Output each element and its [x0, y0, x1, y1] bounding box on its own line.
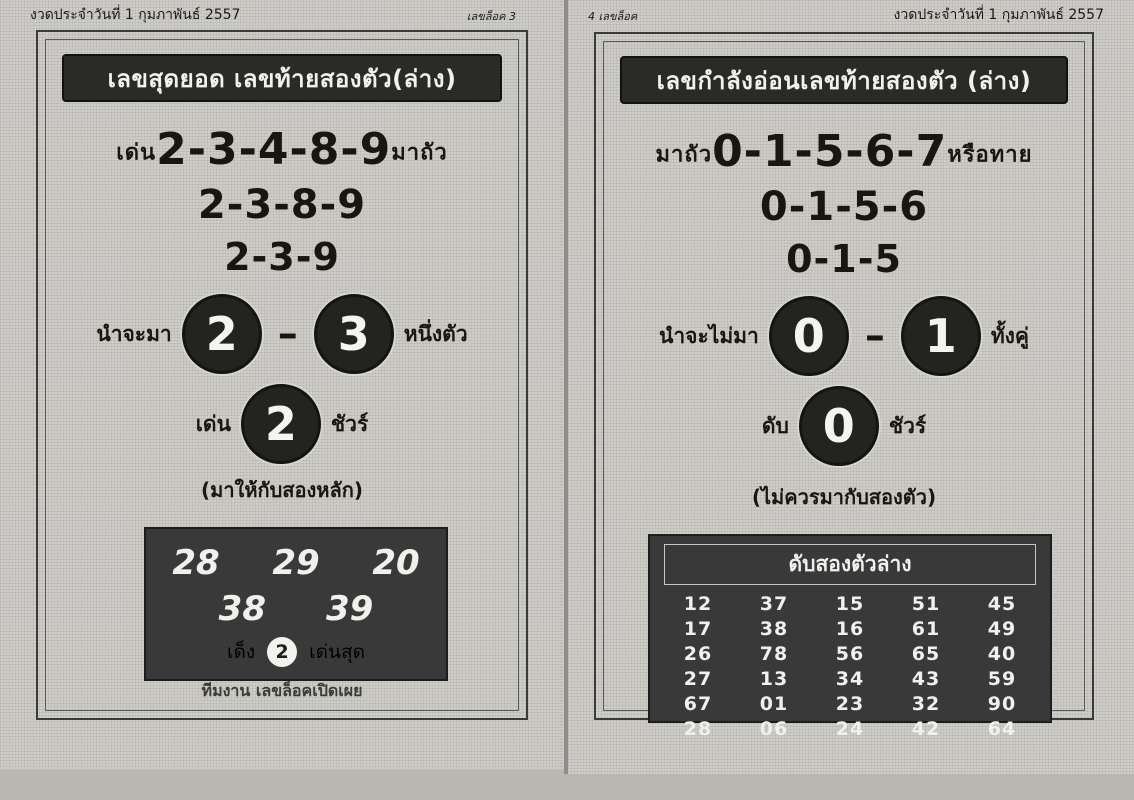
right-box-number: 26: [683, 643, 713, 665]
right-box-number: 45: [987, 593, 1017, 615]
left-page: [0, 0, 564, 770]
right-box-number: 43: [911, 668, 941, 690]
right-single-row: [596, 386, 1092, 466]
right-box-number: 40: [987, 643, 1017, 665]
left-box-row3-right-label: เด่นสุด: [309, 641, 365, 663]
right-single-circle: 0: [799, 386, 879, 466]
left-seq1-value: 2-3-4-8-9: [156, 124, 392, 175]
right-box-number: 67: [683, 693, 713, 715]
left-sequence-row-2: 2-3-8-9: [197, 182, 367, 228]
right-sequence-row-3: 0-1-5: [786, 237, 902, 281]
left-box-number: 20: [372, 543, 420, 583]
right-box-number: 37: [759, 593, 789, 615]
left-box-row3-left-label: เด็ง: [227, 641, 256, 663]
right-box-number: 64: [987, 718, 1017, 740]
right-page: [568, 0, 1134, 775]
right-box-number: 34: [835, 668, 865, 690]
left-seq1-left-label: เด่น: [116, 140, 157, 166]
left-box-row-3: [146, 629, 446, 667]
left-pair-second-circle: 3: [314, 294, 394, 374]
left-banner: เลขสุดยอด เลขท้ายสองตัว(ล่าง): [62, 54, 502, 102]
left-single-right-label: ชัวร์: [330, 411, 369, 436]
left-number-box: [144, 527, 448, 681]
left-sequence-row-1: [38, 124, 526, 175]
right-box-number: 38: [759, 618, 789, 640]
right-box-number: 17: [683, 618, 713, 640]
left-pair-dash: –: [277, 311, 298, 357]
left-seq1-right-label: มาถัว: [391, 140, 448, 166]
right-box-title: ดับสองตัวล่าง: [664, 544, 1036, 585]
right-pair-row: [596, 296, 1092, 376]
left-pair-right-label: หนึ่งตัว: [403, 321, 468, 346]
right-box-number: 24: [835, 718, 865, 740]
left-box-row-1: [146, 529, 446, 583]
right-box-number: 28: [683, 718, 713, 740]
right-box-number: 13: [759, 668, 789, 690]
right-box-number: 27: [683, 668, 713, 690]
right-box-number: 06: [759, 718, 789, 740]
right-pair-dash: –: [864, 313, 885, 359]
right-poster-card: [594, 32, 1094, 740]
left-box-number: 29: [272, 543, 320, 583]
right-note: (ไม่ควรมากับสองตัว): [751, 485, 937, 509]
left-box-number: 28: [172, 543, 220, 583]
left-page-mark: เลขล็อค 3: [466, 10, 516, 23]
right-pair-second-circle: 1: [901, 296, 981, 376]
right-box-number: 23: [835, 693, 865, 715]
left-page-header: [0, 0, 564, 26]
right-number-box: [648, 534, 1052, 740]
right-page-date: งวดประจำวันที่ 1 กุมภาพันธ์ 2557: [893, 7, 1104, 23]
right-box-number: 59: [987, 668, 1017, 690]
right-seq1-value: 0-1-5-6-7: [712, 126, 948, 177]
right-page-header: [568, 0, 1134, 26]
right-pair-left-label: นำจะไม่มา: [659, 323, 759, 348]
right-single-left-label: ดับ: [761, 413, 789, 438]
left-pair-row: [38, 294, 526, 374]
right-seq1-left-label: มาถัว: [655, 142, 713, 168]
right-single-right-label: ชัวร์: [888, 413, 927, 438]
right-box-number: 12: [683, 593, 713, 615]
left-single-circle: 2: [241, 384, 321, 464]
right-box-number: 90: [987, 693, 1017, 715]
right-box-number: 42: [911, 718, 941, 740]
right-box-number: 61: [911, 618, 941, 640]
right-box-number: 01: [759, 693, 789, 715]
left-pair-left-label: นำจะมา: [96, 321, 172, 346]
left-pair-first-circle: 2: [182, 294, 262, 374]
left-box-row3-ball: 2: [267, 637, 297, 667]
right-box-number: 49: [987, 618, 1017, 640]
left-note: (มาให้กับสองหลัก): [201, 478, 363, 502]
right-box-number: 15: [835, 593, 865, 615]
left-page-date: งวดประจำวันที่ 1 กุมภาพันธ์ 2557: [30, 7, 241, 23]
right-box-number: 16: [835, 618, 865, 640]
left-box-number: 38: [218, 589, 266, 629]
left-box-number: 39: [326, 589, 374, 629]
right-box-number: 32: [911, 693, 941, 715]
left-single-left-label: เด่น: [195, 411, 231, 436]
bottom-background-strip: [0, 774, 1134, 800]
right-sequence-row-1: [596, 126, 1092, 177]
right-pair-first-circle: 0: [769, 296, 849, 376]
right-box-number: 78: [759, 643, 789, 665]
left-poster-card: [36, 30, 528, 720]
right-box-number: 65: [911, 643, 941, 665]
right-seq1-right-label: หรือทาย: [947, 142, 1033, 168]
left-box-row-2: [146, 583, 446, 629]
left-single-row: [38, 384, 526, 464]
right-banner: เลขกำลังอ่อนเลขท้ายสองตัว (ล่าง): [620, 56, 1068, 104]
right-box-number: 56: [835, 643, 865, 665]
right-page-mark: 4 เลขล็อค: [588, 10, 638, 23]
right-box-grid: [650, 589, 1050, 746]
right-box-number: 51: [911, 593, 941, 615]
right-sequence-row-2: 0-1-5-6: [759, 184, 929, 230]
left-credit: ทีมงาน เลขล็อคเปิดเผย: [201, 681, 363, 700]
right-pair-right-label: ทั้งคู่: [990, 323, 1029, 348]
left-sequence-row-3: 2-3-9: [224, 235, 340, 279]
